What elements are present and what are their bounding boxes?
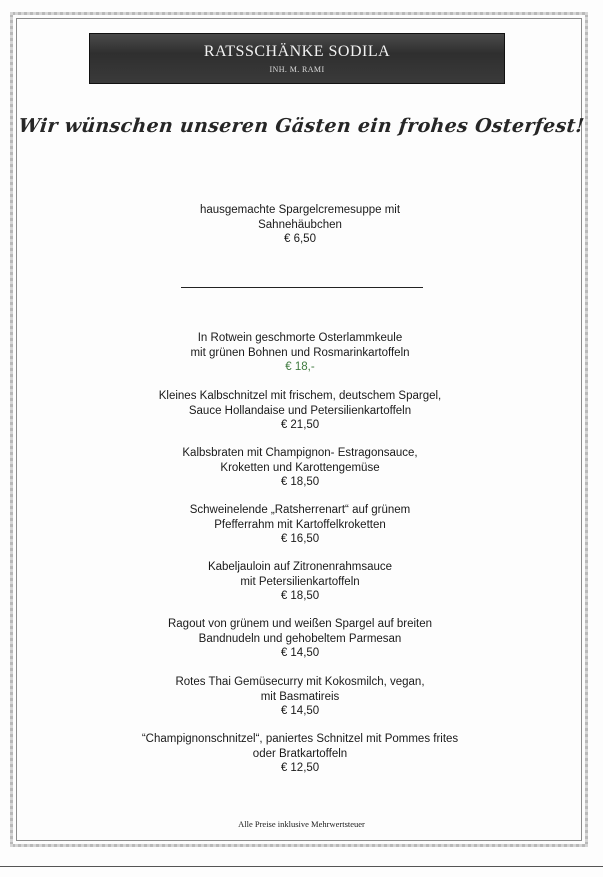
main-item: [100, 389, 500, 433]
item-price: € 6,50: [284, 233, 316, 245]
item-line: Kroketten und Karottengemüse: [220, 461, 380, 474]
item-line: Bandnudeln und gehobeltem Parmesan: [198, 632, 402, 645]
item-line: Pfefferrahm mit Kartoffelkroketten: [214, 518, 386, 531]
item-price: € 18,-: [285, 361, 315, 373]
item-line: “Champignonschnitzel“, paniertes Schnitzel mit Pommes frites: [141, 733, 459, 745]
item-price: € 14,50: [280, 647, 320, 659]
item-price: € 21,50: [280, 419, 320, 431]
item-line: mit Basmatireis: [260, 690, 340, 703]
item-line: Sahnehäubchen: [258, 218, 342, 231]
item-line: Rotes Thai Gemüsecurry mit Kokosmilch, vegan,: [175, 676, 425, 688]
starter-item: [100, 203, 500, 247]
restaurant-name: RATSSCHÄNKE SODILA: [203, 43, 391, 60]
main-item: [100, 560, 500, 604]
item-line: Sauce Hollandaise und Petersilienkartoffeln: [188, 404, 412, 417]
item-price: € 14,50: [280, 705, 320, 717]
main-item: [100, 617, 500, 661]
item-line: hausgemachte Spargelcremesuppe mit: [199, 204, 401, 216]
item-line: In Rotwein geschmorte Osterlammkeule: [197, 332, 403, 344]
main-item: [100, 331, 500, 375]
item-price: € 18,50: [280, 590, 320, 602]
owner-line: INH. M. RAMI: [269, 65, 325, 74]
restaurant-header: [89, 33, 505, 84]
item-line: mit grünen Bohnen und Rosmarinkartoffeln: [190, 346, 410, 359]
item-line: Kabeljauloin auf Zitronenrahmsauce: [207, 561, 393, 573]
main-item: [100, 446, 500, 490]
section-divider: [181, 287, 423, 288]
item-price: € 18,50: [280, 476, 320, 488]
item-line: Kleines Kalbschnitzel mit frischem, deutschem Spargel,: [158, 390, 442, 402]
item-line: Kalbsbraten mit Champignon- Estragonsauce,: [182, 447, 418, 459]
bottom-rule: [0, 866, 603, 867]
item-price: € 16,50: [280, 533, 320, 545]
main-item: [100, 503, 500, 547]
main-item: [100, 732, 500, 776]
item-line: mit Petersilienkartoffeln: [240, 575, 360, 588]
item-line: Ragout von grünem und weißen Spargel auf breiten: [167, 618, 433, 630]
item-price: € 12,50: [280, 762, 320, 774]
price-note: Alle Preise inklusive Mehrwertsteuer: [238, 819, 365, 829]
main-item: [100, 675, 500, 719]
easter-greeting: Wir wünschen unseren Gästen ein frohes Osterfest!: [17, 115, 586, 137]
item-line: Schweinelende „Ratsherrenart“ auf grünem: [189, 504, 411, 516]
item-line: oder Bratkartoffeln: [252, 747, 348, 760]
